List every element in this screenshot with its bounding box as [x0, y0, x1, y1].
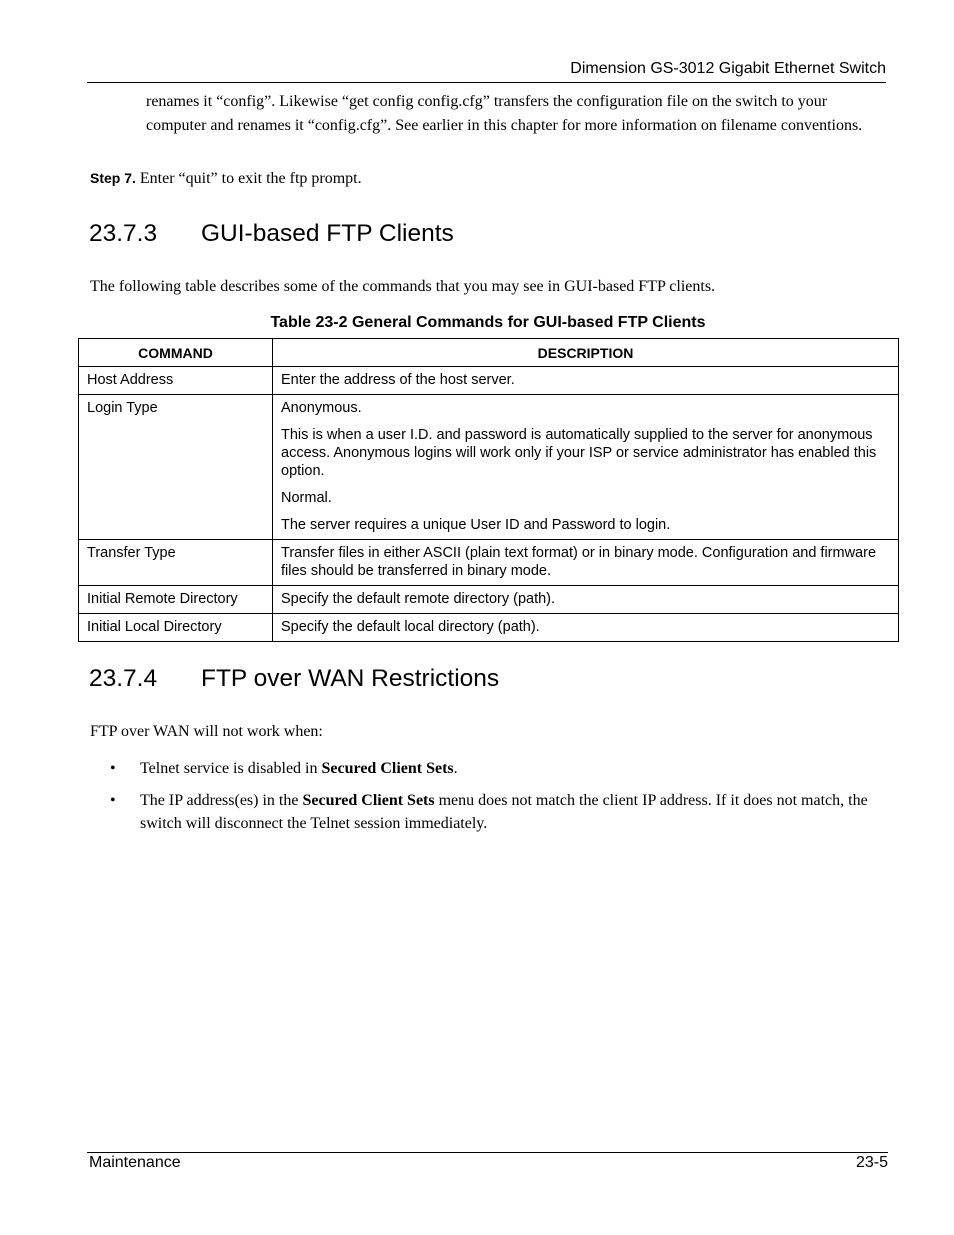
section-title: GUI-based FTP Clients: [201, 220, 454, 247]
section-heading-ftp-wan-restrictions: [89, 665, 499, 693]
description-text: This is when a user I.D. and password is automatically supplied to the server for anonymous access. Anonymous logins will work only if your ISP or service administrator has enabled this option.: [281, 427, 877, 479]
column-header-description: DESCRIPTION: [273, 339, 899, 367]
list-item-bold-term: Secured Client Sets: [302, 791, 435, 809]
footer-page-number: 23-5: [855, 1154, 888, 1171]
description-text: Anonymous.: [281, 400, 362, 416]
description-cell: [273, 614, 899, 642]
list-item: [110, 757, 870, 781]
command-cell: Login Type: [79, 395, 273, 540]
intro-paragraph: renames it “config”. Likewise “get config config.cfg” transfers the configuration file on the switch to your computer and renames it “config.cfg”. See earlier in this chapter for more information on filename conventions.: [146, 93, 863, 134]
footer-rule: [87, 1152, 888, 1153]
list-item-text: The IP address(es) in the: [140, 791, 303, 809]
step-text: Enter “quit” to exit the ftp prompt.: [135, 170, 362, 187]
description-cell: [273, 367, 899, 395]
restrictions-list: [110, 757, 870, 844]
bullet-icon: •: [110, 791, 116, 809]
header-rule: [87, 82, 886, 83]
section-number: 23.7.3: [89, 220, 158, 247]
command-cell: Host Address: [79, 367, 273, 395]
description-text: Specify the default remote directory (path).: [281, 591, 556, 607]
table-row: [79, 367, 899, 395]
section-intro-paragraph: The following table describes some of the commands that you may see in GUI-based FTP clients.: [90, 278, 716, 295]
bullet-icon: •: [110, 760, 116, 777]
table-row: [79, 586, 899, 614]
footer-chapter: Maintenance: [89, 1154, 181, 1171]
description-text: Normal.: [281, 490, 332, 506]
ftp-commands-table: [78, 338, 899, 642]
list-item-bold-term: Secured Client Sets: [321, 760, 454, 777]
description-text: Specify the default local directory (path).: [281, 619, 540, 635]
step-label: Step 7.: [90, 170, 136, 186]
section-heading-gui-ftp-clients: [89, 220, 454, 248]
step-7: [90, 170, 362, 188]
description-text: Transfer files in either ASCII (plain text format) or in binary mode. Configuration and firmware files should be transferred in binary mode.: [281, 545, 877, 579]
list-item-text: .: [453, 760, 458, 777]
restrictions-intro-paragraph: FTP over WAN will not work when:: [90, 723, 323, 740]
description-cell: [273, 395, 899, 540]
command-cell: Transfer Type: [79, 540, 273, 586]
description-text: Enter the address of the host server.: [281, 372, 515, 388]
description-cell: [273, 586, 899, 614]
column-header-command: COMMAND: [79, 339, 273, 367]
running-header: Dimension GS-3012 Gigabit Ethernet Switch: [570, 60, 886, 77]
command-cell: Initial Local Directory: [79, 614, 273, 642]
section-number: 23.7.4: [89, 665, 158, 692]
description-cell: [273, 540, 899, 586]
section-title: FTP over WAN Restrictions: [201, 665, 500, 692]
table-row: [79, 540, 899, 586]
table-row: [79, 395, 899, 540]
table-header-row: [79, 339, 899, 367]
table-caption: Table 23-2 General Commands for GUI-based FTP Clients: [270, 314, 706, 331]
list-item: [110, 789, 870, 836]
list-item-text: Telnet service is disabled in: [140, 760, 322, 777]
table-row: [79, 614, 899, 642]
description-text: The server requires a unique User ID and Password to login.: [281, 517, 671, 533]
command-cell: Initial Remote Directory: [79, 586, 273, 614]
list-item-text: menu does not match the client IP address. If it does not match, the switch will disconnect the Telnet session immediately.: [140, 791, 868, 832]
